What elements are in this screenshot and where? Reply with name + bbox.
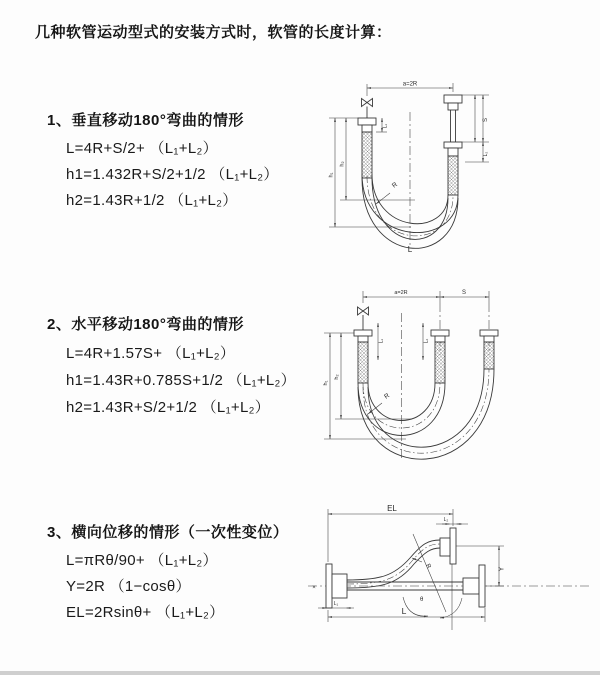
radius-label: R: [390, 181, 399, 190]
flange: [480, 330, 498, 336]
section-1-formula-h2: h2=1.43R+1/2 （L₁+L₂）: [66, 192, 238, 209]
valve-symbol-icon: [362, 99, 373, 119]
braided-hose-section: [435, 342, 445, 383]
diagram-vertical-180-bend: [315, 78, 500, 258]
dim-label-l1: L₁: [382, 123, 389, 129]
section-3-heading: 3、横向位移的情形（一次性变位）: [47, 524, 289, 541]
dim-label-s: S: [461, 290, 467, 296]
section-3-formula-EL: EL=2Rsinθ+ （L₁+L₂）: [66, 604, 225, 621]
axis-mark: ×: [312, 585, 316, 591]
section-1-formula-L: L=4R+S/2+ （L₁+L₂）: [66, 140, 218, 157]
flange: [354, 330, 372, 336]
valve-symbol-icon: [358, 307, 369, 330]
diagram-horizontal-180-bend: [308, 283, 600, 465]
braided-hose-section: [362, 132, 372, 178]
diagram-lateral-displacement: [300, 502, 600, 652]
dim-label-l2: L₂: [443, 517, 449, 523]
dim-label-a2r: a=2R: [402, 81, 418, 88]
dim-label-el: EL: [387, 504, 397, 513]
dim-label-l2: L₂: [423, 338, 430, 344]
section-1-formula-h1: h1=1.432R+S/2+1/2 （L₁+L₂）: [66, 166, 279, 183]
flange: [326, 564, 332, 608]
dim-label-h1: h₁: [328, 172, 335, 178]
length-label: L: [407, 245, 413, 254]
dim-label-l1: L₁: [333, 601, 339, 607]
hose-curve: [347, 540, 440, 580]
flange: [463, 578, 479, 594]
dim-label-h2: h₂: [339, 161, 346, 167]
flange: [444, 142, 462, 148]
dim-label-l1: L₁: [378, 338, 385, 344]
dim-label-y: Y: [498, 566, 506, 572]
flange: [444, 95, 462, 103]
scan-edge: [0, 671, 600, 675]
section-2-formula-L: L=4R+1.57S+ （L₁+L₂）: [66, 345, 236, 362]
section-3-formula-Y: Y=2R （1−cosθ）: [66, 578, 191, 595]
radius-label: R: [383, 392, 391, 401]
section-2-formula-h2: h2=1.43R+S/2+1/2 （L₁+L₂）: [66, 399, 271, 416]
page-title: 几种软管运动型式的安装方式时，软管的长度计算：: [35, 24, 392, 41]
flange: [431, 330, 449, 336]
radius-label: R: [424, 563, 432, 570]
dim-label-l2: L₂: [483, 151, 489, 157]
dim-label-s: S: [483, 117, 489, 123]
section-2-formula-h1: h1=1.43R+0.785S+1/2 （L₁+L₂）: [66, 372, 296, 389]
dim-label-l: L: [401, 606, 407, 616]
dim-label-h1: h₁: [323, 380, 329, 386]
angle-label: θ: [420, 597, 424, 603]
flange-displaced: [450, 528, 456, 564]
dim-label-a2r: a=2R: [394, 290, 408, 296]
braided-hose-section: [484, 342, 494, 369]
braided-hose-section: [358, 342, 368, 383]
section-2-heading: 2、水平移动180°弯曲的情形: [47, 316, 244, 333]
braided-hose-section: [448, 156, 458, 195]
section-1-heading: 1、垂直移动180°弯曲的情形: [47, 112, 244, 129]
section-3-formula-L: L=πRθ/90+ （L₁+L₂）: [66, 552, 218, 569]
flange: [358, 118, 376, 125]
dim-label-h2: h₂: [334, 374, 340, 380]
